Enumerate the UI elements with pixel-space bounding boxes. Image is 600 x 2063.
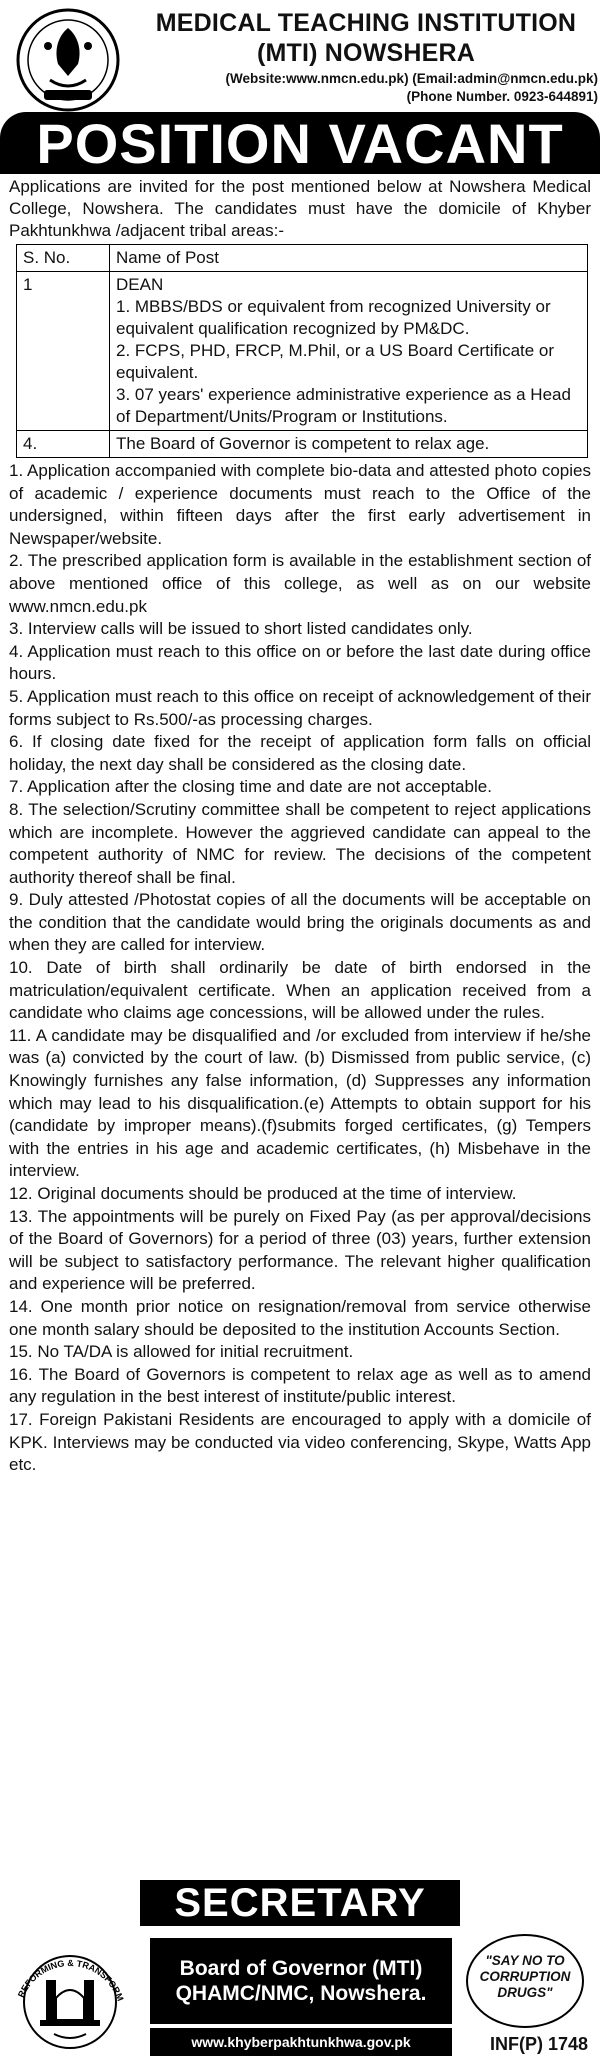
- contact-phone: (Phone Number. 0923-644891): [406, 89, 598, 104]
- term-item: 6. If closing date fixed for the receipt of application form falls on official holiday, the next day shall be considered as the closing date.: [9, 732, 591, 774]
- term-item: 3. Interview calls will be issued to short listed candidates only.: [9, 619, 473, 639]
- term-item: 2. The prescribed application form is available in the establishment section of above mentioned office of this college, as well as on our website www.nmcn.edu.pk: [9, 551, 591, 616]
- intro-paragraph: Applications are invited for the post mentioned below at Nowshera Medical College, Nowshera. The candidates must have the domicile of Khyber Pakhtunkhwa /adjacent tribal areas:-: [9, 177, 591, 240]
- institution-name-line2: (MTI) NOWSHERA: [256, 39, 476, 67]
- term-item: 5. Application must reach to this office on receipt of acknowledgement of their forms subject to Rs.500/-as processing charges.: [9, 686, 591, 729]
- posts-table: [16, 244, 588, 458]
- contact-website-email: (Website:www.nmcn.edu.pk) (Email:admin@nmcn.edu.pk): [225, 71, 598, 86]
- term-item: 17. Foreign Pakistani Residents are encouraged to apply with a domicile of KPK. Interviews may be conducted via video conferencing, Skype, Watts App etc.: [9, 1409, 591, 1475]
- term-item: 9. Duly attested /Photostat copies of all the documents will be acceptable on the condition that the candidate would bring the originals documents as and when they are called for interview.: [9, 890, 591, 955]
- svg-text:REFORMING & TRANSFORMING: REFORMING & TRANSFORM: [15, 1957, 126, 2003]
- term-item: 13. The appointments will be purely on Fixed Pay (as per approval/decisions of the Board of Governors) for a period of three (03) years, further extension will be subject to satisfactory performance. The relevant higher qualification and experience will be preferred.: [9, 1206, 591, 1294]
- board-address: [150, 1938, 452, 2024]
- column-header-post: Name of Post: [110, 245, 588, 272]
- table-row: [17, 272, 588, 431]
- term-item: 4. Application must reach to this office on or before the last date during office hours.: [9, 641, 591, 684]
- contact-info: [134, 70, 598, 106]
- advertisement-code: INF(P) 1748: [489, 2034, 588, 2054]
- header: [6, 0, 598, 175]
- anti-corruption-slogan: "SAY NO TO CORRUPTION DRUGS": [466, 1934, 584, 2028]
- row-post-details: [110, 272, 588, 431]
- term-item: 1. Application accompanied with complete bio-data and attested photo copies of academic / experience documents must reach to the Office of the undersigned, within fifteen days after the first early advertisement in Newspaper/website.: [9, 461, 591, 548]
- footer: [0, 1872, 600, 2063]
- table-row: [17, 431, 588, 458]
- row-sno: 4.: [17, 431, 110, 458]
- requirement-item: 2. FCPS, PHD, FRCP, M.Phil, or a US Board Certificate or equivalent.: [116, 341, 555, 382]
- term-item: 11. A candidate may be disqualified and /or excluded from interview if he/she was (a) convicted by the court of law. (b) Dismissed from public service, (c) Knowingly furnishes any false information, (d) Suppresses any information which may lead to his disqualification.(e) Attempts to obtain support for his (candidate by improper means).(f)submits forged certificates, (g) Tempers with the entries in his age and academic certificates, (h) Misbehave in the interview.: [9, 1025, 591, 1181]
- term-item: 16. The Board of Governors is competent to relax age as well as to amend any regulation in the best interest of institute/public interest.: [9, 1364, 591, 1407]
- main-content: [9, 176, 591, 1477]
- requirement-item: 3. 07 years' experience administrative experience as a Head of Department/Units/Program or Institutions.: [116, 385, 571, 426]
- term-item: 10. Date of birth shall ordinarily be date of birth endorsed in the matriculation/equivalent certificate. When an application received from a candidate who claims age concessions, will be allowed under the rules.: [9, 958, 591, 1023]
- institution-name: [134, 8, 598, 68]
- terms-list: [9, 460, 591, 1477]
- institution-name-line1: MEDICAL TEACHING INSTITUTION: [155, 9, 577, 37]
- government-website: www.khyberpakhtunkhwa.gov.pk: [150, 2028, 452, 2056]
- position-vacant-banner: POSITION VACANT: [0, 112, 600, 174]
- column-header-sno: S. No.: [17, 245, 110, 272]
- post-title: DEAN: [116, 275, 164, 294]
- table-header-row: [17, 245, 588, 272]
- board-line2: QHAMC/NMC, Nowshera.: [175, 1982, 427, 2005]
- secretary-title: SECRETARY: [140, 1880, 460, 1926]
- requirement-item: 1. MBBS/BDS or equivalent from recognized University or equivalent qualification recognized by PM&DC.: [116, 297, 551, 338]
- board-line1: Board of Governor (MTI): [179, 1957, 423, 1980]
- term-item: 14. One month prior notice on resignation/removal from service otherwise one month salary should be deposited to the institution Accounts Section.: [9, 1296, 591, 1339]
- kp-government-emblem-icon: [6, 1902, 134, 2052]
- row-sno: 1: [17, 272, 110, 431]
- term-item: 8. The selection/Scrutiny committee shall be competent to reject applications which are incomplete. However the aggrieved candidate can appeal to the competent authority of NMC for review. The decisions of the competent authority thereof shall be final.: [9, 799, 591, 887]
- term-item: 12. Original documents should be produced at the time of interview.: [9, 1184, 517, 1203]
- term-item: 15. No TA/DA is allowed for initial recruitment.: [9, 1342, 354, 1362]
- row-post-details: The Board of Governor is competent to relax age.: [110, 431, 588, 458]
- term-item: 7. Application after the closing time and date are not acceptable.: [9, 777, 492, 797]
- college-crest-icon: [14, 6, 122, 114]
